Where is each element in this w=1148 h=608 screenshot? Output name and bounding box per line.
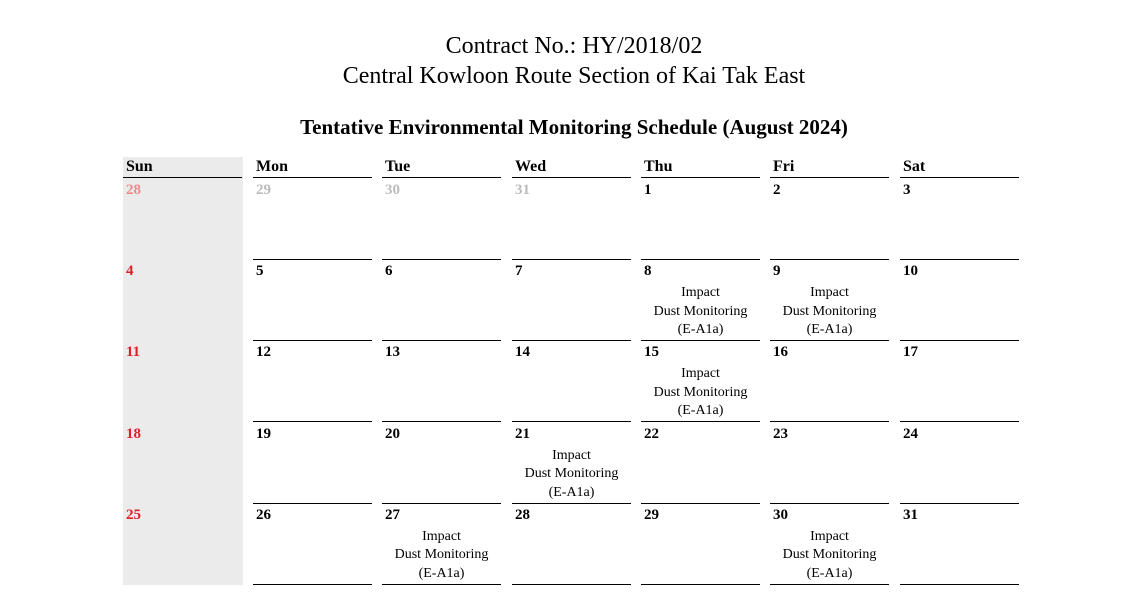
monitoring-event xyxy=(382,528,501,584)
weekday-header-fri: Fri xyxy=(773,158,795,175)
event-line: Dust Monitoring xyxy=(524,466,619,482)
calendar-day-cell xyxy=(123,341,242,422)
day-number: 24 xyxy=(903,425,918,442)
day-number: 23 xyxy=(773,425,788,442)
cell-bottom-rule xyxy=(641,584,760,585)
day-number: 28 xyxy=(515,506,530,523)
day-number: 16 xyxy=(773,344,788,361)
calendar-day-cell xyxy=(253,341,372,422)
calendar-day-cell xyxy=(641,504,760,585)
cell-bottom-rule xyxy=(382,584,501,585)
calendar-day-cell xyxy=(900,504,1019,585)
weekday-header-wed: Wed xyxy=(515,158,547,175)
calendar-day-cell xyxy=(123,179,242,260)
day-number: 7 xyxy=(515,263,523,280)
calendar-day-cell xyxy=(770,504,889,585)
event-line: (E-A1a) xyxy=(806,322,853,338)
cell-bottom-rule xyxy=(770,584,889,585)
event-line: Dust Monitoring xyxy=(653,303,748,319)
calendar-day-cell xyxy=(512,179,631,260)
header-rule xyxy=(900,177,1019,178)
day-number: 29 xyxy=(256,182,271,198)
day-number: 11 xyxy=(126,344,141,361)
day-number: 8 xyxy=(644,263,652,280)
day-number: 18 xyxy=(126,425,141,442)
calendar-day-cell xyxy=(382,423,501,504)
day-number: 3 xyxy=(903,182,911,198)
day-number: 21 xyxy=(515,425,530,442)
calendar-day-cell xyxy=(512,341,631,422)
header-rule xyxy=(641,177,760,178)
calendar-day-cell xyxy=(123,423,242,504)
monitoring-event xyxy=(770,528,889,584)
event-line: Impact xyxy=(552,447,591,463)
day-number: 19 xyxy=(256,425,271,442)
day-number: 31 xyxy=(903,506,918,523)
project-title: Central Kowloon Route Section of Kai Tak East xyxy=(342,63,806,89)
calendar-day-cell xyxy=(770,341,889,422)
day-number: 15 xyxy=(644,344,659,361)
calendar-day-cell xyxy=(641,423,760,504)
day-number: 25 xyxy=(126,506,141,523)
header-rule xyxy=(770,177,889,178)
calendar-day-cell xyxy=(770,179,889,260)
calendar-day-cell xyxy=(253,179,372,260)
calendar-day-cell xyxy=(382,504,501,585)
weekday-header-thu: Thu xyxy=(644,158,673,175)
day-number: 27 xyxy=(385,506,400,523)
calendar-day-cell xyxy=(900,260,1019,341)
calendar-day-cell xyxy=(512,504,631,585)
calendar-day-cell xyxy=(641,260,760,341)
calendar-day-cell xyxy=(900,423,1019,504)
weekday-header-tue: Tue xyxy=(385,158,411,175)
day-number: 22 xyxy=(644,425,659,442)
header-rule xyxy=(382,177,501,178)
calendar-day-cell xyxy=(382,260,501,341)
event-line: (E-A1a) xyxy=(548,484,595,500)
monitoring-event xyxy=(512,447,631,503)
day-number: 9 xyxy=(773,263,781,280)
event-line: Dust Monitoring xyxy=(394,547,489,563)
day-number: 14 xyxy=(515,344,530,361)
calendar-day-cell xyxy=(382,179,501,260)
event-line: Impact xyxy=(810,528,849,544)
monitoring-event xyxy=(641,365,760,421)
calendar-day-cell xyxy=(770,260,889,341)
day-number: 4 xyxy=(126,263,134,280)
day-number: 26 xyxy=(256,506,271,523)
day-number: 13 xyxy=(385,344,400,361)
calendar-day-cell xyxy=(641,341,760,422)
day-number: 1 xyxy=(644,182,652,198)
calendar-day-cell xyxy=(123,504,242,585)
event-line: (E-A1a) xyxy=(677,322,724,338)
day-number: 30 xyxy=(773,506,788,523)
calendar-day-cell xyxy=(253,260,372,341)
calendar-day-cell xyxy=(253,423,372,504)
monitoring-event xyxy=(641,284,760,340)
event-line: Dust Monitoring xyxy=(782,547,877,563)
day-number: 17 xyxy=(903,344,918,361)
weekday-header-mon: Mon xyxy=(256,158,288,175)
event-line: Impact xyxy=(422,528,461,544)
event-line: Impact xyxy=(810,285,849,301)
day-number: 31 xyxy=(515,182,530,198)
contract-number: Contract No.: HY/2018/02 xyxy=(445,33,703,59)
header-rule xyxy=(512,177,631,178)
weekday-header-sun: Sun xyxy=(126,158,153,175)
calendar-day-cell xyxy=(900,179,1019,260)
calendar-day-cell xyxy=(253,504,372,585)
day-number: 30 xyxy=(385,182,400,198)
calendar-day-cell xyxy=(123,260,242,341)
event-line: Dust Monitoring xyxy=(653,384,748,400)
calendar-day-cell xyxy=(900,341,1019,422)
event-line: (E-A1a) xyxy=(418,565,465,581)
weekday-header-sat: Sat xyxy=(903,158,926,175)
cell-bottom-rule xyxy=(900,584,1019,585)
header-rule xyxy=(253,177,372,178)
calendar-day-cell xyxy=(512,260,631,341)
day-number: 6 xyxy=(385,263,393,280)
event-line: Impact xyxy=(681,285,720,301)
schedule-title: Tentative Environmental Monitoring Schedule (August 2024) xyxy=(300,115,848,139)
monitoring-event xyxy=(770,284,889,340)
calendar-day-cell xyxy=(770,423,889,504)
event-line: (E-A1a) xyxy=(806,565,853,581)
event-line: Impact xyxy=(681,366,720,382)
day-number: 10 xyxy=(903,263,918,280)
header-rule xyxy=(123,177,242,178)
day-number: 20 xyxy=(385,425,400,442)
day-number: 2 xyxy=(773,182,781,198)
event-line: (E-A1a) xyxy=(677,403,724,419)
calendar-day-cell xyxy=(382,341,501,422)
cell-bottom-rule xyxy=(253,584,372,585)
day-number: 29 xyxy=(644,506,659,523)
day-number: 12 xyxy=(256,344,271,361)
event-line: Dust Monitoring xyxy=(782,303,877,319)
calendar-day-cell xyxy=(512,423,631,504)
day-number: 28 xyxy=(126,182,141,198)
calendar-day-cell xyxy=(641,179,760,260)
day-number: 5 xyxy=(256,263,264,280)
cell-bottom-rule xyxy=(512,584,631,585)
